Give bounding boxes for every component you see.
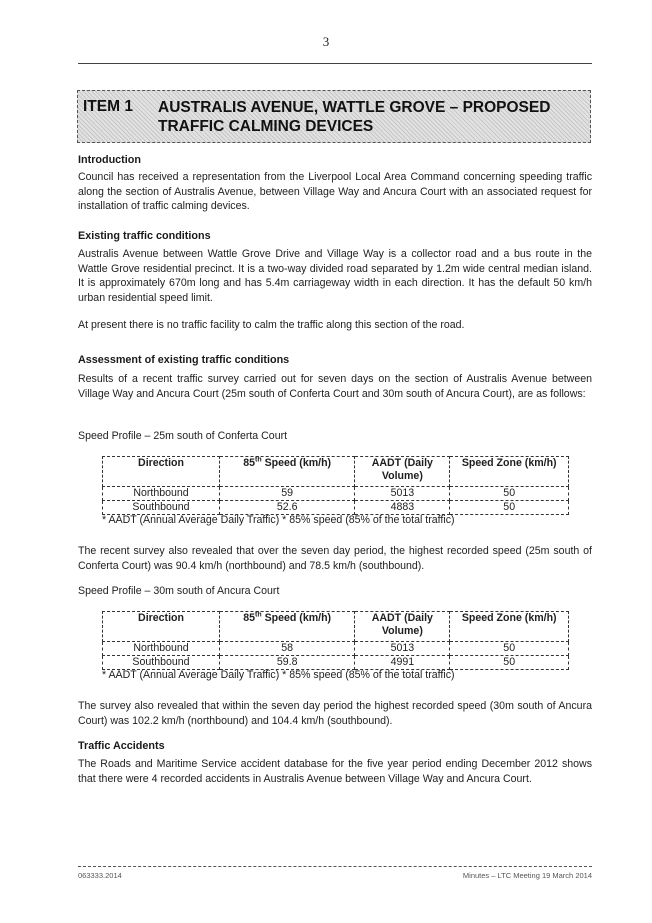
introduction-heading: Introduction [78,154,141,166]
header-rule [78,63,592,64]
profile2-caption: Speed Profile – 30m south of Ancura Court [78,585,280,597]
table-header-row [103,457,569,487]
col-aadt: AADT (Daily Volume) [355,457,450,487]
table-1-note: * AADT (Annual Average Daily Traffic) * 85% speed (85% of the total traffic) [102,514,455,526]
table-row: Northbound 58 5013 50 [103,642,569,656]
footer-meeting: Minutes – LTC Meeting 19 March 2014 [462,871,592,880]
table-2-note: * AADT (Annual Average Daily Traffic) * 85% speed (85% of the total traffic) [102,669,455,681]
item-banner [77,90,591,143]
survey-text-1: The recent survey also revealed that over the seven day period, the highest recorded speed (25m south of Conferta Court) was 90.4 km/h (northbound) and 78.5 km/h (southbound). [78,545,592,572]
footer-rule [78,866,592,867]
col-speed: 85th Speed (km/h) [220,612,355,642]
assessment-heading: Assessment of existing traffic conditions [78,354,290,366]
table-header-row [103,612,569,642]
col-speed: 85th Speed (km/h) [220,457,355,487]
table-row: Northbound 59 5013 50 [103,487,569,501]
col-aadt: AADT (Daily Volume) [355,612,450,642]
page-number: 3 [322,34,330,49]
table-row: Southbound 52.6 4883 50 [103,501,569,515]
col-direction: Direction [103,612,220,642]
col-speed-zone: Speed Zone (km/h) [450,612,569,642]
survey-text-2: The survey also revealed that within the seven day period the highest recorded speed (30m south of Ancura Court) was 102.2 km/h (northbound) and 104.4 km/h (southbound). [78,700,592,727]
table-row: Southbound 59.8 4991 50 [103,656,569,670]
item-title: AUSTRALIS AVENUE, WATTLE GROVE – PROPOSED TRAFFIC CALMING DEVICES [158,99,551,135]
profile1-caption: Speed Profile – 25m south of Conferta Court [78,430,288,442]
existing-text-2: At present there is no traffic facility to calm the traffic along this section of the road. [78,319,465,331]
speed-table-2 [102,611,569,670]
assessment-text: Results of a recent traffic survey carried out for seven days on the section of Australis Avenue between Village Way and Ancura Court (25m south of Conferta Court and 30m south of Ancura Court), are as follows: [78,373,592,400]
existing-heading: Existing traffic conditions [78,230,211,242]
accidents-heading: Traffic Accidents [78,740,165,752]
col-speed-zone: Speed Zone (km/h) [450,457,569,487]
accidents-text: The Roads and Maritime Service accident database for the five year period ending December 2012 shows that there were 4 recorded accidents in Australis Avenue between Village Way and Ancura Court. [78,758,592,785]
col-direction: Direction [103,457,220,487]
introduction-text: Council has received a representation from the Liverpool Local Area Command concerning speeding traffic along the section of Australis Avenue, between Village Way and Ancura Court with an associated request for installation of traffic calming devices. [78,171,592,213]
speed-table-1 [102,456,569,515]
footer-reference: 063333.2014 [78,871,122,880]
existing-text: Australis Avenue between Wattle Grove Drive and Village Way is a collector road and a bus route in the Wattle Grove residential precinct. It is a two-way divided road separated by 1.2m wide central median island. It is approximately 670m long and has 5.4m carriageway width in each direction. It has the default 50 km/h urban residential speed limit. [78,248,592,304]
item-number: ITEM 1 [83,98,133,115]
